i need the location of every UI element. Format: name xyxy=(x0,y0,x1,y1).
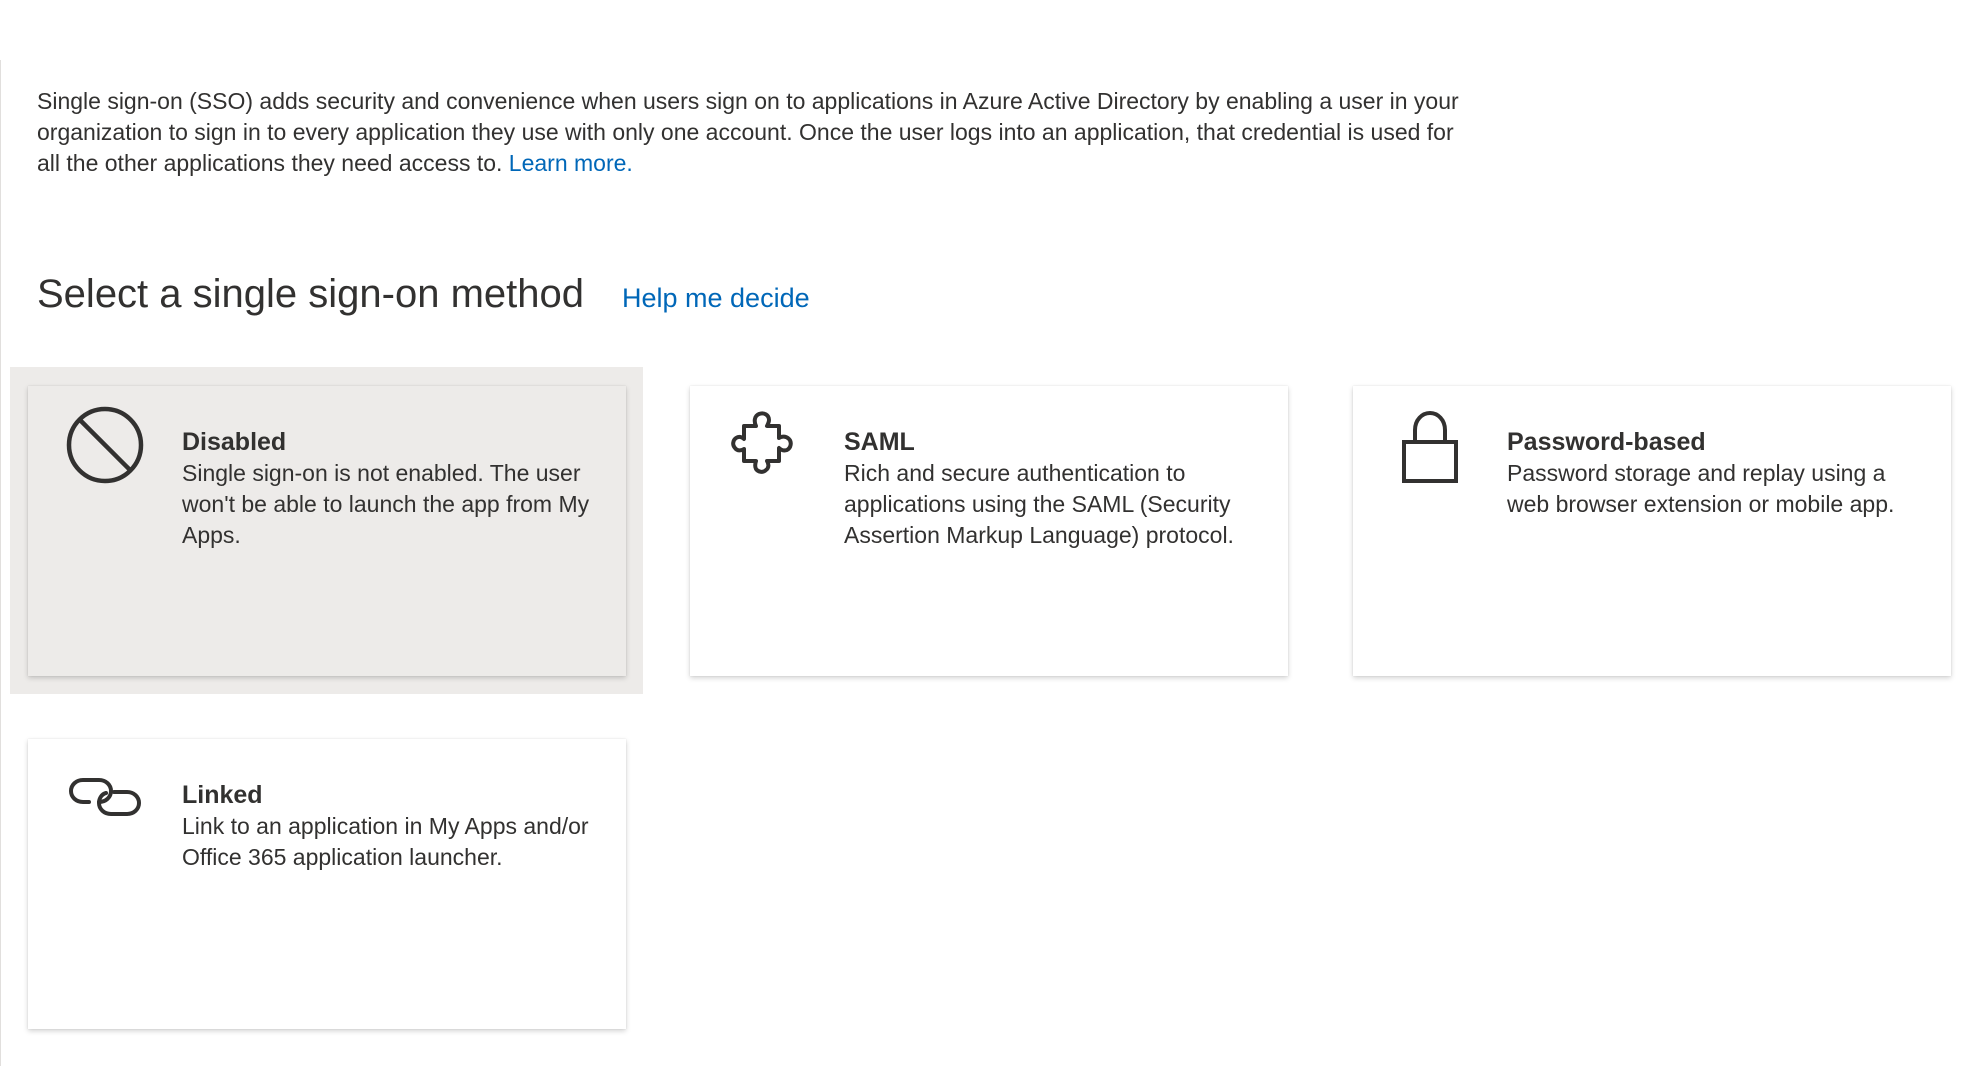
disabled-icon xyxy=(66,406,144,484)
card-description: Single sign-on is not enabled. The user won't be able to launch the app from My Apps. xyxy=(182,460,590,548)
card-title: Password-based xyxy=(1507,428,1706,456)
help-me-decide-link[interactable]: Help me decide xyxy=(622,283,810,313)
card-text xyxy=(1507,426,1927,520)
method-card-saml[interactable] xyxy=(690,386,1288,676)
learn-more-link[interactable]: Learn more. xyxy=(508,150,633,176)
card-title: Linked xyxy=(182,781,263,809)
section-title: Select a single sign-on method xyxy=(37,272,584,316)
card-description: Link to an application in My Apps and/or Office 365 application launcher. xyxy=(182,813,589,870)
card-text xyxy=(182,426,602,551)
puzzle-icon xyxy=(728,406,806,484)
card-text xyxy=(182,779,602,873)
method-card-linked[interactable] xyxy=(28,739,626,1029)
section-heading xyxy=(37,272,810,317)
sso-description xyxy=(37,86,1467,179)
method-card-disabled[interactable] xyxy=(28,386,626,676)
card-title: Disabled xyxy=(182,428,287,456)
method-card-password-based[interactable] xyxy=(1353,386,1951,676)
card-description: Password storage and replay using a web browser extension or mobile app. xyxy=(1507,460,1895,517)
intro-text: Single sign-on (SSO) adds security and convenience when users sign on to applications in Azure Active Directory by enabling a user in your organization to sign in to every application they use with only one account. Once the user logs into an application, that credential is used for all the other applications they need access to. xyxy=(37,88,1459,176)
card-title: SAML xyxy=(844,428,915,456)
card-text xyxy=(844,426,1264,551)
link-icon xyxy=(66,759,144,837)
card-description: Rich and secure authentication to applications using the SAML (Security Assertion Markup Language) protocol. xyxy=(844,460,1234,548)
left-divider xyxy=(0,60,1,1066)
lock-icon xyxy=(1391,406,1469,484)
